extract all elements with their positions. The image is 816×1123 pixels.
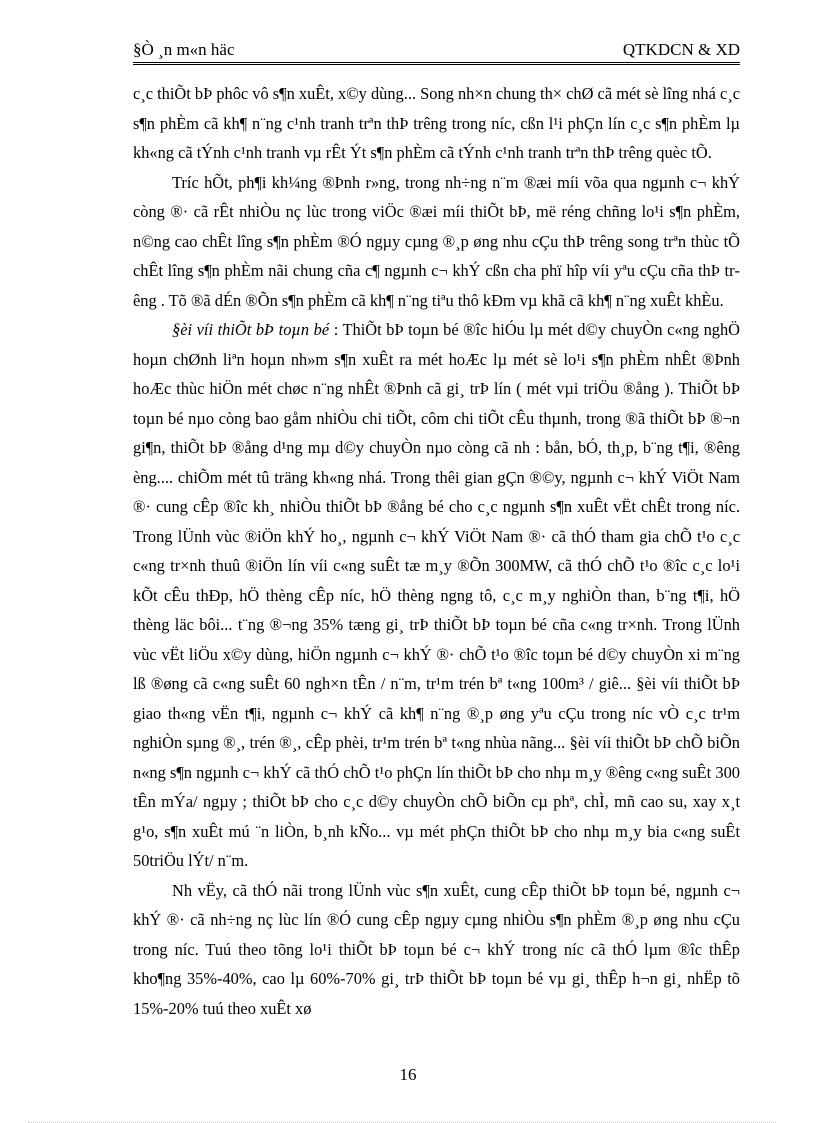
page-number: 16	[399, 1065, 417, 1084]
paragraph-complete-equipment-text: : ThiÕt bÞ toµn bé ®îc hiÓu lµ mét d©y chuyÒn c«ng nghÖ hoµn chØnh liªn hoµn nh»m s¶n xuÊt ra mét hoÆc lµ mét sè lo¹i s¶n phÈm nhÊt ®Þnh hoÆc thùc hiÖn mét chøc n¨ng nhÊt ®Þnh cã gi¸ trÞ lín ( mét vµi triÖu ®ång ). ThiÕt bÞ toµn bé nµo còng bao gåm nhiÒu chi tiÕt, côm chi tiÕt cÊu thµnh, trong ®ã thiÕt bÞ ®¬n gi¶n, thiÕt bÞ ®ång d¹ng mµ d©y chuyÒn nµo còng cã nh : bån, bÓ, th¸p, b¨ng t¶i, ®êng èng.... chiÕm mét tû träng kh«ng nhá. Trong thêi gian gÇn ®©y, ngµnh c¬ khÝ ViÖt Nam ®· cung cÊp ®îc kh¸ nhiÒu thiÕt bÞ ®ång bé cho c¸c ngµnh s¶n xuÊt vËt chÊt trong níc. Trong lÜnh vùc ®iÖn khÝ ho¸, ngµnh c¬ khÝ ViÖt Nam ®· cã thÓ tham gia chÕ t¹o c¸c c«ng tr×nh thuû ®iÖn lín víi c«ng suÊt tæ m¸y ®Õn 300MW, cã thÓ chÕ t¹o ®îc c¸c lo¹i kÕt cÊu thÐp, hÖ thèng cÊp níc, hÖ thèng ngng tô, c¸c m¸y nghiÒn than, b¨ng t¶i, hÖ thèng läc bôi... t¨ng ®¬ng 35% tæng gi¸ trÞ thiÕt bÞ toµn bé cña c«ng tr×nh. Trong lÜnh vùc vËt liÖu x©y dùng, hiÖn ngµnh c¬ khÝ ®· chÕ t¹o ®îc toµn bé d©y chuyÒn xi m¨ng lß ®øng cã c«ng suÊt 60 ngh×n tÊn / n¨m, tr¹m trén bª t«ng 100m³ / giê... §èi víi thiÕt bÞ giao th«ng vËn t¶i, ngµnh c¬ khÝ cã kh¶ n¨ng ®¸p øng yªu cÇu trong níc vÒ c¸c tr¹m nghiÒn sµng ®¸, trén ®¸, cÊp phèi, tr¹m trén bª t«ng nhùa nãng... §èi víi thiÕt bÞ chÕ biÕn n«ng s¶n ngµnh c¬ khÝ cã thÓ chÕ t¹o phÇn lín thiÕt bÞ cho nhµ m¸y ®êng c«ng suÊt 300 tÊn mÝa/ ngµy ; thiÕt bÞ cho c¸c d©y chuyÒn chÕ biÕn cµ phª, chÌ, mñ cao su, xay x¸t g¹o, s¶n xuÊt mú ¨n liÒn, b¸nh kÑo... vµ mét phÇn thiÕt bÞ cho nhµ m¸y bia c«ng suÊt 50triÖu lÝt/ n¨m.	[133, 320, 740, 870]
header-divider	[133, 62, 740, 65]
header-subject-title: §Ò ¸n m«n häc	[133, 40, 235, 59]
paragraph-summary: Nh vËy, cã thÓ nãi trong lÜnh vùc s¶n xuÊt, cung cÊp thiÕt bÞ toµn bé, ngµnh c¬ khÝ ®· cã nh÷ng nç lùc lín ®Ó cung cÊp ngµy cµng nhiÒu s¶n phÈm ®¸p øng nhu cÇu trong níc. Tuú theo tõng lo¹i thiÕt bÞ toµn bé c¬ khÝ trong níc cã thÓ lµm ®îc thÊp kho¶ng 35%-40%, cao lµ 60%-70% gi¸ trÞ thiÕt bÞ toµn bé vµ gi¸ thÊp h¬n gi¸ nhËp tõ 15%-20% tuú theo xuÊt xø	[133, 880, 740, 1018]
paragraph-continued: c¸c thiÕt bÞ phôc vô s¶n xuÊt, x©y dùng... Song nh×n chung th× chØ cã mét sè lîng nhá c¸c s¶n phÈm cã kh¶ n¨ng c¹nh tranh trªn thÞ trêng trong níc, cßn l¹i phÇn lín c¸c s¶n phÈm lµ kh«ng cã tÝnh c¹nh tranh vµ rÊt Ýt s¶n phÈm cã tÝnh c¹nh tranh trªn thÞ trêng quèc tÕ.	[133, 84, 740, 162]
header-course-code: QTKDCN & XD	[622, 40, 740, 59]
paragraph-mechanical-industry: Tríc hÕt, ph¶i kh¼ng ®Þnh r»ng, trong nh÷ng n¨m ®æi míi võa qua ngµnh c¬ khÝ còng ®· cã rÊt nhiÒu nç lùc trong viÖc ®æi míi thiÕt bÞ, më réng chñng lo¹i s¶n phÈm, n©ng cao chÊt lîng s¶n phÈm ®Ó ngµy cµng ®¸p øng nhu cÇu thÞ trêng song trªn thùc tÕ chÊt lîng s¶n phÈm nãi chung cña c¶ ngµnh c¬ khÝ cßn cha phï hîp víi yªu cÇu cña thÞ trêng . Tõ ®ã dÉn ®Õn s¶n phÈm cã kh¶ n¨ng tiªu thô kÐm vµ khã cã kh¶ n¨ng xuÊt khÈu.	[133, 172, 740, 310]
document-body	[133, 79, 740, 1023]
paragraph-lead-phrase: §èi víi thiÕt bÞ toµn bé	[172, 320, 330, 339]
paragraph-complete-equipment	[133, 315, 740, 876]
